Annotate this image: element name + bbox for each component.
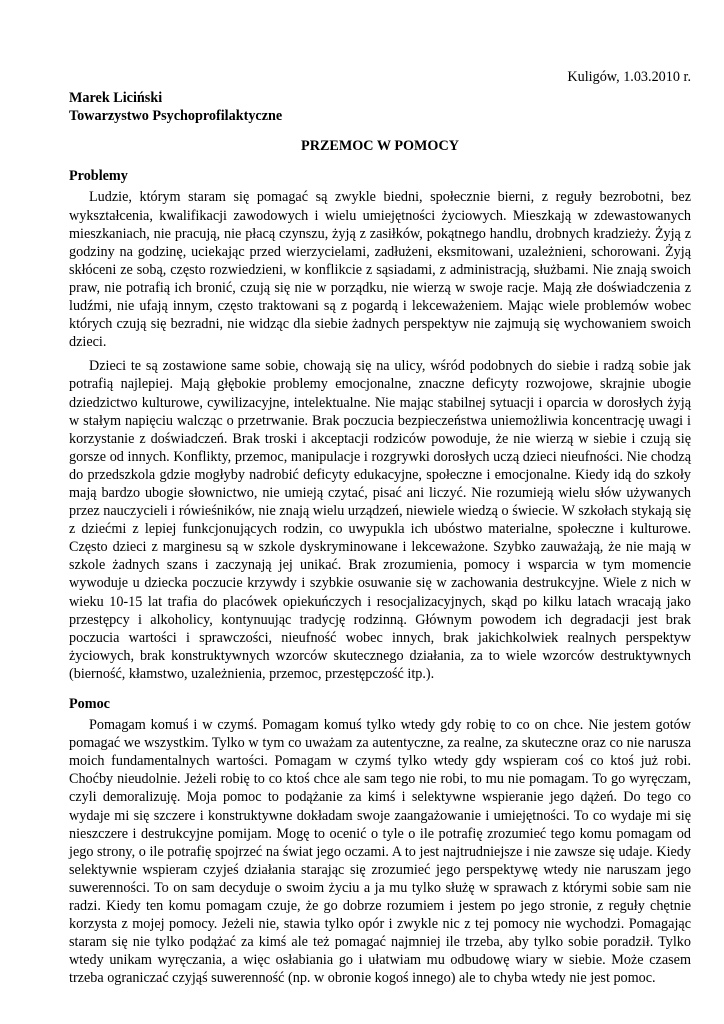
paragraph: Dzieci te są zostawione same sobie, chowają się na ulicy, wśród podobnych do siebie i radzą sobie jak potrafią najlepiej. Mają głębokie problemy emocjonalne, znaczne deficyty rozwojowe, skrajnie ubogie dziedzictwo kulturowe, cywilizacyjne, intelektualne. Nie mając stabilnej sytuacji i oparcia w dorosłych żyją w stałym napięciu walcząc o przetrwanie. Brak poczucia bezpieczeństwa uniemożliwia koncentrację uwagi i korzystanie z doświadczeń. Brak troski i akceptacji rodziców powoduje, że nie wierzą w siebie i czują się gorsze od innych. Konflikty, przemoc, manipulacje i rozgrywki dorosłych uczą dzieci nieufności. Nie chodzą do przedszkola gdzie mogłyby nadrobić deficyty edukacyjne, społeczne i emocjonalne. Kiedy idą do szkoły mają bardzo ubogie słownictwo, nie umieją czytać, pisać ani liczyć. Nie rozumieją wielu słów używanych przez nauczycieli i rówieśników, nie znają wielu urządzeń, niewiele wiedzą o świecie. W szkołach stykają się z dziećmi z lepiej funkcjonujących rodzin, co uwypukla ich ubóstwo materialne, społeczne i kulturowe. Często dzieci z marginesu są w szkole dyskryminowane i lekceważone. Szybko zauważają, że nie mają w szkole żadnych szans i zaczynają jej unikać. Brak zrozumienia, pomocy i wsparcia w tym momencie wywoduje u dziecka poczucie krzywdy i szybkie osuwanie się w zachowania destrukcyjne. Wiele z nich w wieku 10-15 lat trafia do placówek opiekuńczych i resocjalizacyjnych, skąd po kilku latach wracają jako przestępcy i alkoholicy, kontynuując tradycję rodzinną. Głównym powodem ich degradacji jest brak poczucia wartości i sprawczości, nieufność wobec innych, brak jakichkolwiek realnych perspektyw życiowych, brak konstruktywnych wzorców skutecznego działania, za to wiele wzorców destruktywnych (bierność, kłamstwo, uzależnienia, przemoc, przestępczość itp.).: [69, 358, 691, 682]
document-title: PRZEMOC W POMOCY: [301, 138, 459, 155]
section-heading-problemy: Problemy: [69, 168, 128, 185]
author-name: Marek Liciński: [69, 90, 163, 107]
organization-name: Towarzystwo Psychoprofilaktyczne: [69, 108, 283, 125]
section-heading-pomoc: Pomoc: [69, 696, 110, 712]
paragraph: Pomagam komuś i w czymś. Pomagam komuś tylko wtedy gdy robię to co on chce. Nie jestem gotów pomagać we wszystkim. Tylko w tym co uważam za autentyczne, za realne, za skuteczne oraz co nie narusza moich fundamentalnych wartości. Pomagam w czymś tylko wtedy gdy wspieram coś co ktoś już robi. Choćby nieudolnie. Jeżeli robię to co ktoś chce ale sam tego nie robi, to mu nie pomagam. To go wyręczam, czyli demoralizuję. Moja pomoc to podążanie za kimś i selektywne wspieranie jego dążeń. Do tego co wydaje mi się szczere i konstruktywne dokładam swoje zaangażowanie i umiejętności. To co wydaje mi się nieszczere i destrukcyjne pomijam. Mogę to ocenić o tyle o ile potrafię zrozumieć tego komu pomagam od jego strony, o ile potrafię spojrzeć na świat jego oczami. A to jest najtrudniejsze i nie zawsze się udaje. Kiedy selektywnie wspieram czyjeś działania starając się zrozumieć jego perspektywę wtedy nie naruszam jego suwerenności. To on sam decyduje o swoim życiu a ja mu tylko służę w sprawach z którymi sobie sam nie radzi. Kiedy ten komu pomagam czuje, że go dobrze rozumiem i jestem po jego stronie, z reguły chętnie korzysta z mojej pomocy. Jeżeli nie, stawia tylko opór i zwykle nic z tej pomocy nie wychodzi. Pomagając staram się nie tylko podążać za kimś ale też pomagać najmniej ile trzeba, aby tylko sobie poradził. Tylko wtedy unikam wyręczania, a więc osłabiania go i ułatwiam mu odbudowę wiary w siebie. Może czasem trzeba ograniczać czyjąś suwerenność (np. w obronie kogoś innego) ale to chyba wtedy nie jest pomoc.: [69, 717, 691, 987]
document-page: [69, 60, 691, 994]
document-date: Kuligów, 1.03.2010 r.: [567, 69, 691, 85]
paragraph: Ludzie, którym staram się pomagać są zwykle biedni, społecznie bierni, z reguły bezrobotni, bez wykształcenia, kwalifikacji zawodowych i wielu umiejętności życiowych. Mieszkają w zdewastowanych mieszkaniach, nie pracują, nie płacą czynszu, żyją z zasiłków, pokątnego handlu, drobnych kradzieży. Żyją z godziny na godzinę, uciekając przed wierzycielami, zadłużeni, eksmitowani, uzależnieni, schorowani. Żyją skłóceni ze sobą, często rozwiedzieni, w konflikcie z sąsiadami, z administracją, służbami. Nie znają swoich praw, nie potrafią ich bronić, czują się nie w porządku, nie wierzą w swoje racje. Mają złe doświadczenia z ludźmi, nie ufają innym, często traktowani są z pogardą i lekceważeniem. Mając wiele problemów wobec których czują się bezradni, nie widząc dla siebie żadnych perspektyw nie zajmują się wychowaniem swoich dzieci.: [69, 189, 691, 351]
